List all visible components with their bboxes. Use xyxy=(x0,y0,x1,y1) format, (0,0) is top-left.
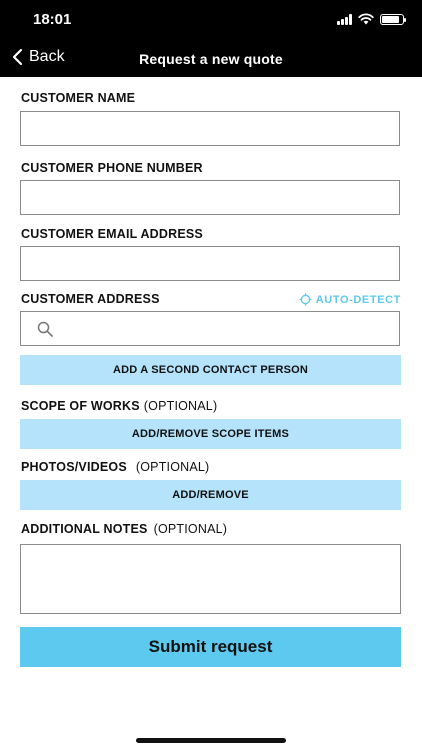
photos-videos-title: PHOTOS/VIDEOS xyxy=(21,460,127,474)
additional-notes-field[interactable] xyxy=(20,544,401,614)
photos-optional-tag: (OPTIONAL) xyxy=(135,460,210,474)
top-bar xyxy=(0,0,422,77)
search-icon xyxy=(37,321,53,337)
add-remove-media-button[interactable]: ADD/REMOVE xyxy=(20,480,401,510)
customer-email-input[interactable] xyxy=(21,247,399,280)
customer-phone-field[interactable] xyxy=(20,180,400,215)
home-indicator[interactable] xyxy=(136,738,286,743)
scope-optional-tag: (OPTIONAL) xyxy=(143,399,218,413)
scope-of-works-title: SCOPE OF WORKS xyxy=(21,399,140,413)
additional-notes-input[interactable] xyxy=(21,545,400,613)
customer-email-label: CUSTOMER EMAIL ADDRESS xyxy=(21,227,203,241)
customer-address-label: CUSTOMER ADDRESS xyxy=(21,292,160,306)
customer-name-field[interactable] xyxy=(20,111,400,146)
crosshair-icon xyxy=(299,293,312,306)
add-second-contact-button[interactable]: ADD A SECOND CONTACT PERSON xyxy=(20,355,401,385)
signal-icon xyxy=(337,14,352,25)
customer-email-field[interactable] xyxy=(20,246,400,281)
status-time: 18:01 xyxy=(33,11,72,28)
status-icons xyxy=(337,13,404,25)
battery-icon xyxy=(380,14,404,25)
customer-name-label: CUSTOMER NAME xyxy=(21,91,136,105)
scope-of-works-label xyxy=(21,399,217,413)
auto-detect-button[interactable] xyxy=(299,293,401,306)
back-label: Back xyxy=(29,48,65,65)
customer-address-field[interactable] xyxy=(20,311,400,346)
add-remove-scope-button[interactable]: ADD/REMOVE SCOPE ITEMS xyxy=(20,419,401,449)
wifi-icon xyxy=(358,13,374,25)
customer-phone-input[interactable] xyxy=(21,181,399,214)
customer-phone-label: CUSTOMER PHONE NUMBER xyxy=(21,161,203,175)
customer-name-input[interactable] xyxy=(21,112,399,145)
notes-optional-tag: (OPTIONAL) xyxy=(153,522,228,536)
additional-notes-label xyxy=(21,522,227,536)
page-title: Request a new quote xyxy=(139,51,283,67)
submit-request-button[interactable]: Submit request xyxy=(20,627,401,667)
auto-detect-label: AUTO-DETECT xyxy=(315,293,401,306)
photos-videos-label xyxy=(21,460,209,474)
additional-notes-title: ADDITIONAL NOTES xyxy=(21,522,148,536)
customer-address-input[interactable] xyxy=(21,312,399,345)
